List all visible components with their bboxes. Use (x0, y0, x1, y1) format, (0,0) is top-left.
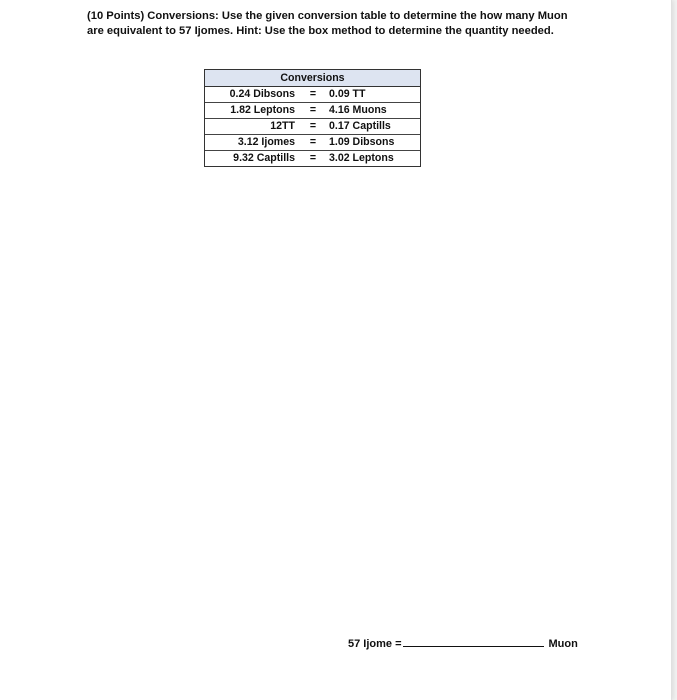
conversion-table (204, 69, 421, 167)
row-right-value: 0.17 Captills (326, 119, 421, 135)
equals-sign: = (300, 103, 326, 119)
question-prompt (87, 9, 607, 39)
answer-prefix: 57 Ijome = (348, 638, 402, 650)
equals-sign: = (300, 87, 326, 103)
table-row (205, 87, 421, 103)
row-right-value: 3.02 Leptons (326, 151, 421, 167)
answer-unit: Muon (548, 638, 578, 650)
equals-sign: = (300, 135, 326, 151)
row-left-value: 0.24 Dibsons (205, 87, 301, 103)
answer-blank[interactable] (403, 636, 544, 647)
equals-sign: = (300, 151, 326, 167)
table-row (205, 135, 421, 151)
prompt-line-1: (10 Points) Conversions: Use the given conversion table to determine the how many Muon (87, 10, 568, 22)
conversion-table-header: Conversions (205, 70, 421, 87)
row-left-value: 1.82 Leptons (205, 103, 301, 119)
row-left-value: 9.32 Captills (205, 151, 301, 167)
prompt-line-2: are equivalent to 57 Ijomes. Hint: Use the box method to determine the quantity needed. (87, 25, 554, 37)
row-right-value: 4.16 Muons (326, 103, 421, 119)
table-row (205, 151, 421, 167)
row-right-value: 1.09 Dibsons (326, 135, 421, 151)
row-left-value: 3.12 Ijomes (205, 135, 301, 151)
answer-line (348, 636, 578, 650)
row-left-value: 12TT (205, 119, 301, 135)
equals-sign: = (300, 119, 326, 135)
table-row (205, 119, 421, 135)
table-row (205, 103, 421, 119)
row-right-value: 0.09 TT (326, 87, 421, 103)
